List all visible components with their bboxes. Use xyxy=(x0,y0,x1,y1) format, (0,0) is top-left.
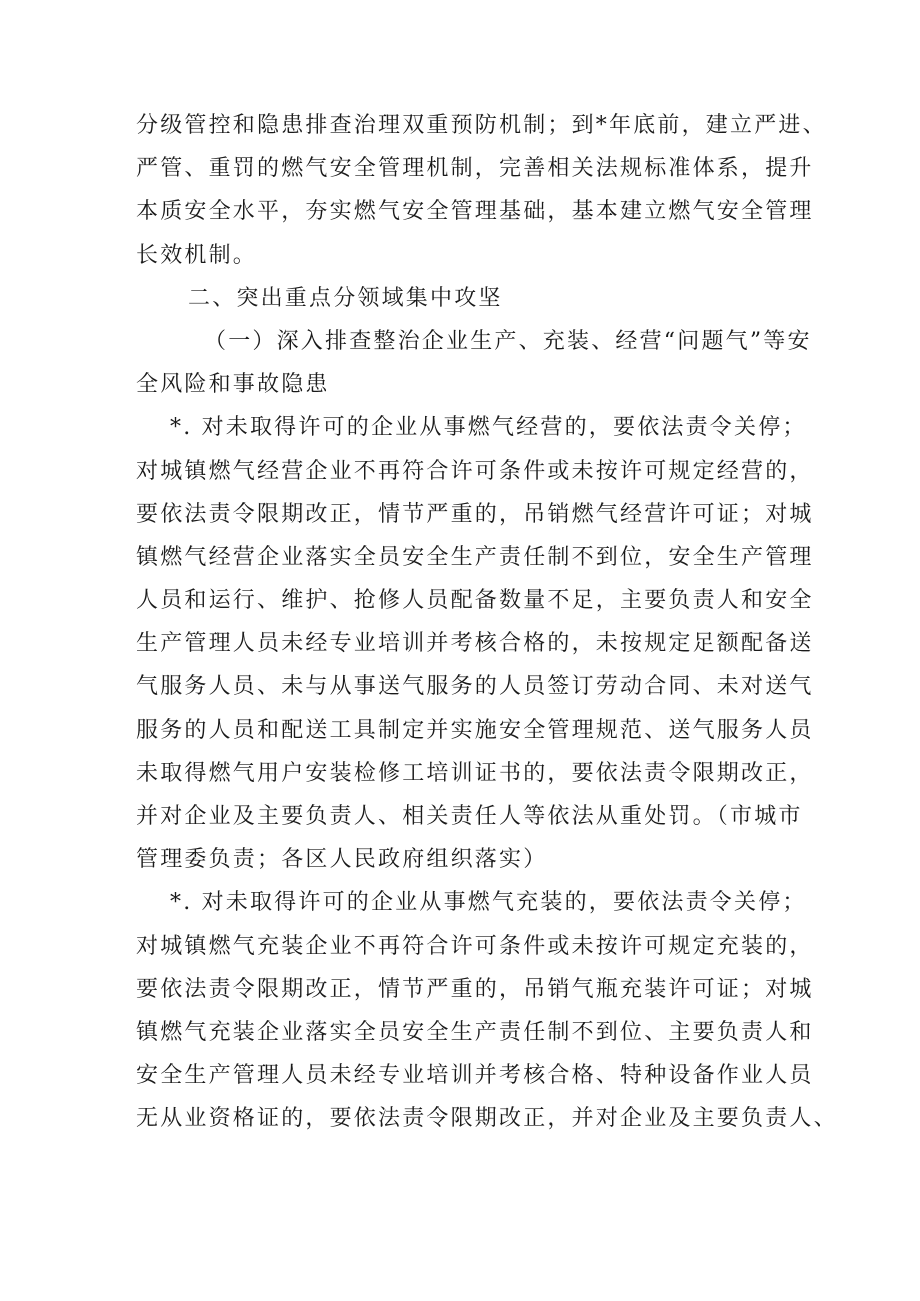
filling-paragraph xyxy=(136,881,838,1140)
paragraph-line: *. 对未取得许可的企业从事燃气经营的，要依法责令关停； xyxy=(170,415,807,441)
paragraph-line: 长效机制。 xyxy=(136,242,258,268)
operation-paragraph xyxy=(136,406,814,881)
paragraph-line: 要依法责令限期改正，情节严重的，吊销燃气经营许可证；对城 xyxy=(136,501,814,527)
subsection-heading-line: 全风险和事故隐患 xyxy=(136,372,330,398)
paragraph-line: 对城镇燃气经营企业不再符合许可条件或未按许可规定经营的， xyxy=(136,458,814,484)
paragraph-line: 安全生产管理人员未经专业培训并考核合格、特种设备作业人员 xyxy=(136,1063,814,1089)
paragraph-line: 镇燃气经营企业落实全员安全生产责任制不到位，安全生产管理 xyxy=(136,544,814,570)
paragraph-line: 未取得燃气用户安装检修工培训证书的，要依法责令限期改正， xyxy=(136,760,814,786)
paragraph-line: 管理委负责；各区人民政府组织落实） xyxy=(136,847,548,873)
subsection-heading xyxy=(136,320,812,406)
paragraph-line: 对城镇燃气充装企业不再符合许可条件或未按许可规定充装的， xyxy=(136,933,814,959)
paragraph-line: 镇燃气充装企业落实全员安全生产责任制不到位、主要负责人和 xyxy=(136,1019,814,1045)
paragraph-line: 服务的人员和配送工具制定并实施安全管理规范、送气服务人员 xyxy=(136,717,814,743)
subsection-heading-line: （一）深入排查整治企业生产、充装、经营“问题气”等安 xyxy=(204,328,812,354)
intro-paragraph xyxy=(136,104,827,277)
paragraph-line: *. 对未取得许可的企业从事燃气充装的，要依法责令关停； xyxy=(170,890,807,916)
paragraph-line: 并对企业及主要负责人、相关责任人等依法从重处罚。（市城市 xyxy=(136,804,803,829)
paragraph-line: 生产管理人员未经专业培训并考核合格的，未按规定足额配备送 xyxy=(136,631,814,657)
document-body xyxy=(136,104,838,1141)
paragraph-line: 气服务人员、未与从事送气服务的人员签订劳动合同、未对送气 xyxy=(136,674,814,700)
paragraph-line: 要依法责令限期改正，情节严重的，吊销气瓶充装许可证；对城 xyxy=(136,976,814,1002)
paragraph-line: 无从业资格证的，要依法责令限期改正，并对企业及主要负责人、 xyxy=(136,1106,838,1132)
paragraph-line: 人员和运行、维护、抢修人员配备数量不足，主要负责人和安全 xyxy=(136,588,814,614)
paragraph-line: 严管、重罚的燃气安全管理机制，完善相关法规标准体系，提升 xyxy=(136,156,814,182)
paragraph-line: 本质安全水平，夯实燃气安全管理基础，基本建立燃气安全管理 xyxy=(136,199,814,225)
section-heading: 二、突出重点分领域集中攻坚 xyxy=(188,285,503,311)
paragraph-line: 分级管控和隐患排查治理双重预防机制；到*年底前，建立严进、 xyxy=(136,113,827,138)
